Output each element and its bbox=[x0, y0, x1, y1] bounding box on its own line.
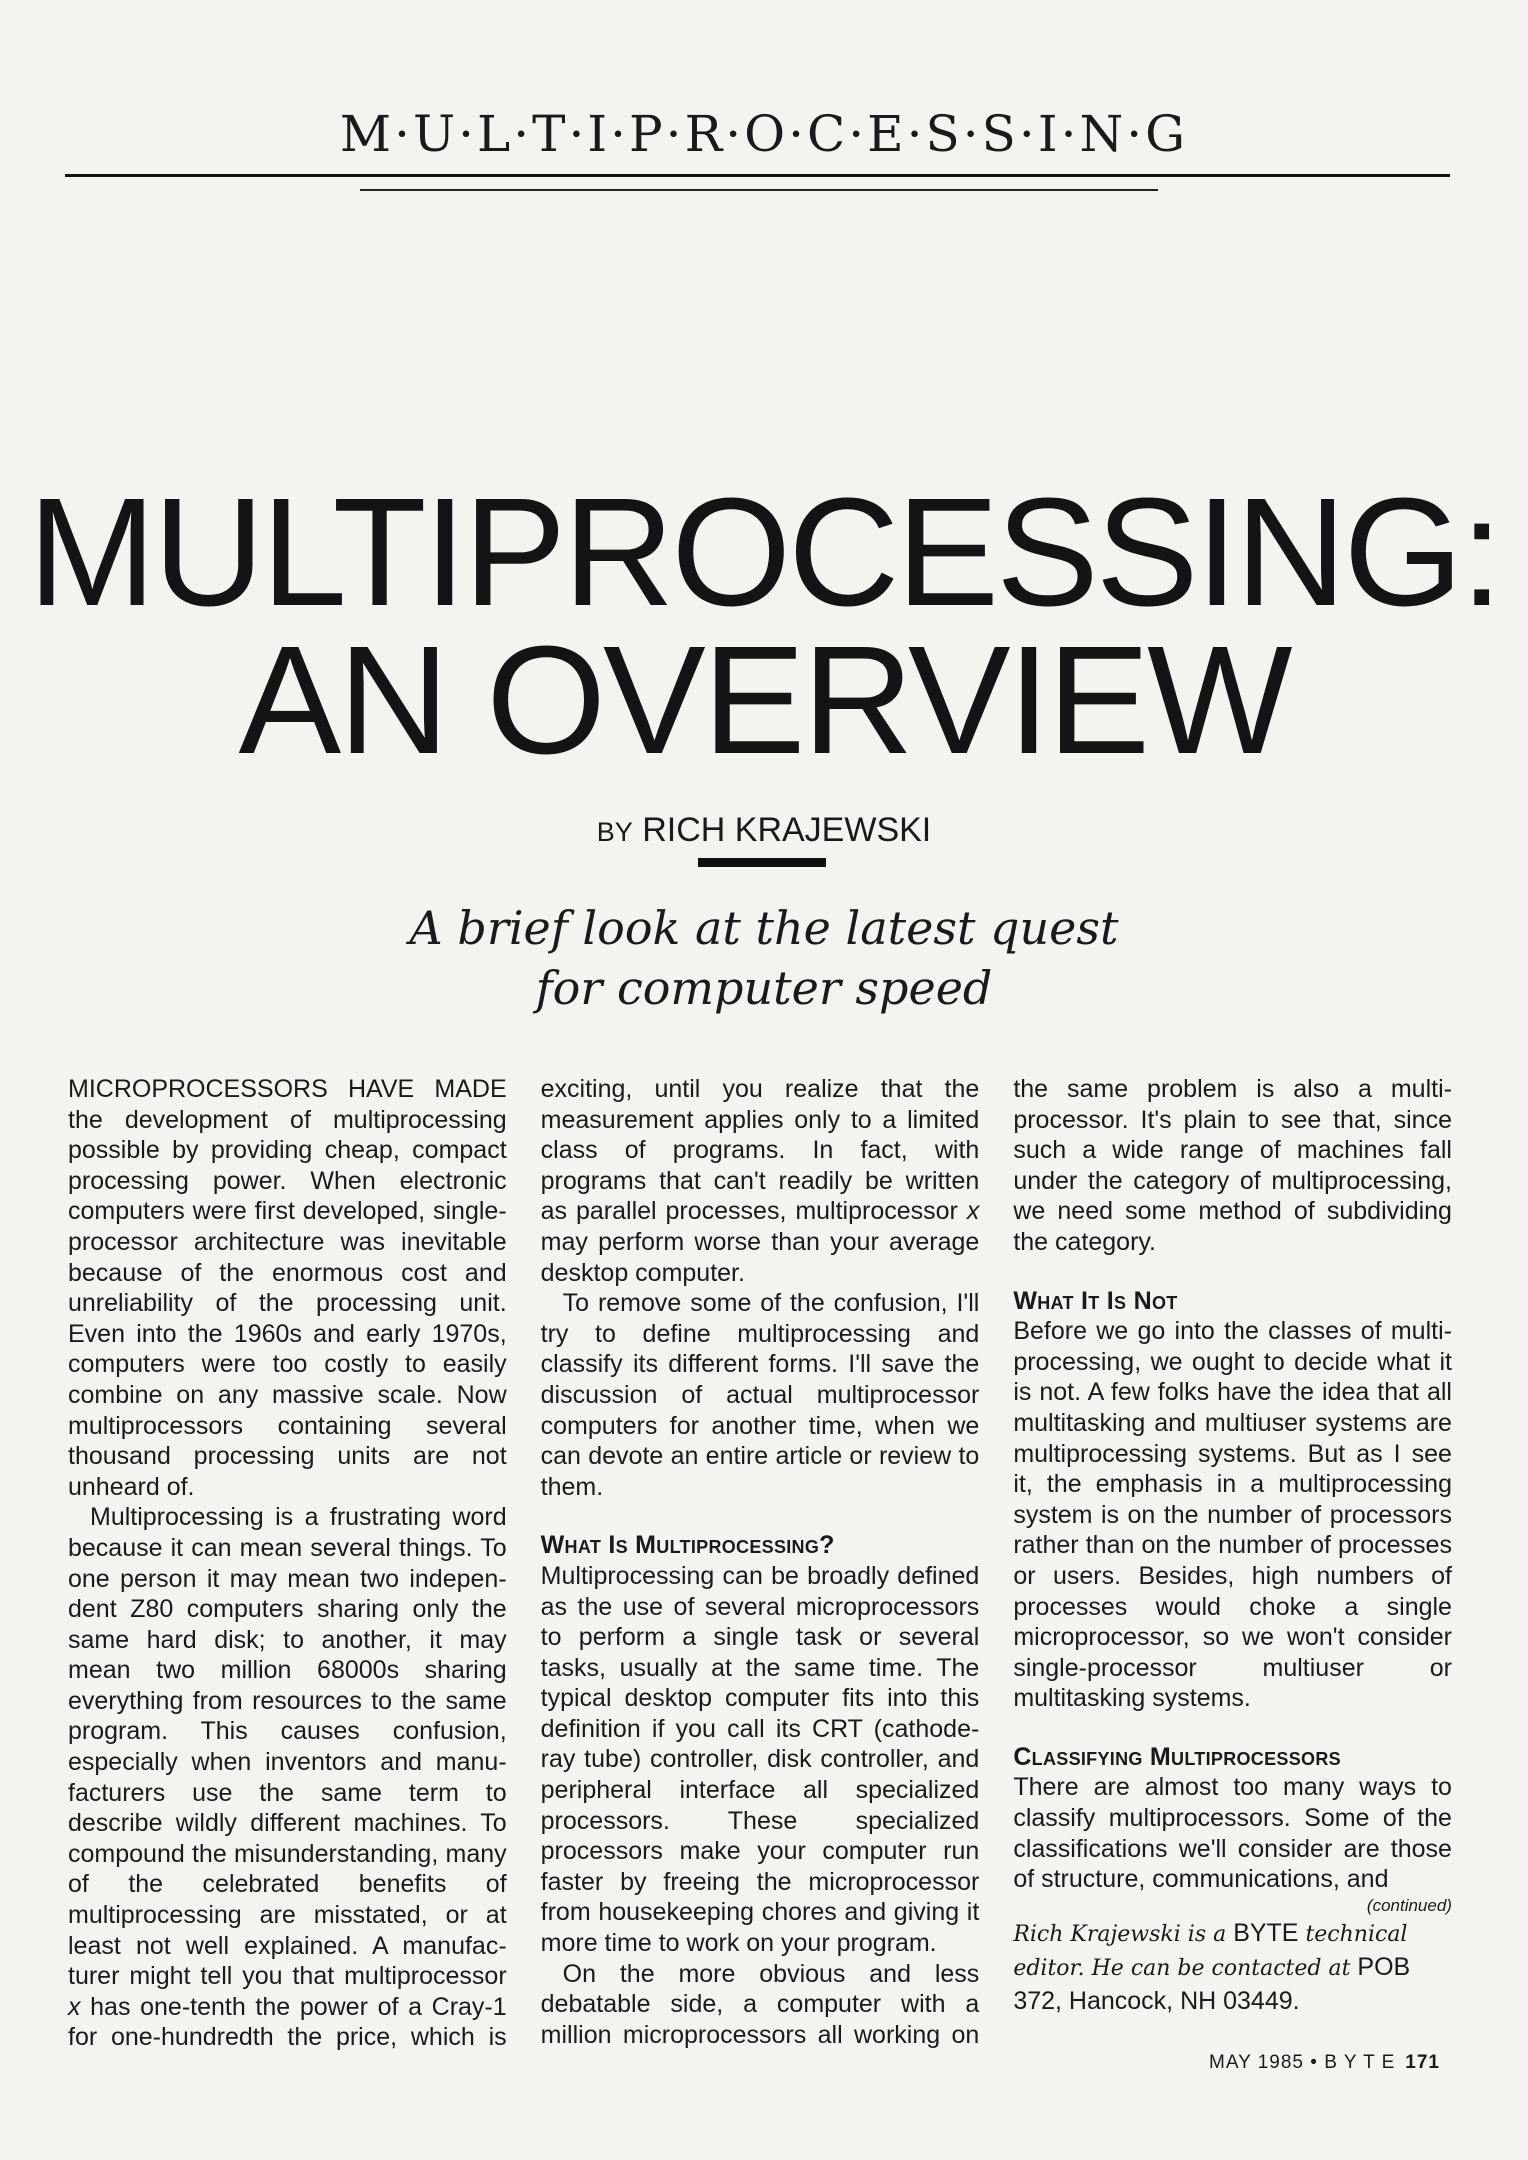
text: Multiprocessing is a frustrating word because it can mean several things. To one person it may mean two independent Z80 computers sharing only the same hard disk; to another, it may mean two million 68000s sharing everything from resources to the same program. This causes confusion, especially when inventors and manufacturers use the same term to describe wildly different machines. To compound the misunderstanding, many of the celebrated benefits of multiprocessing are misstated, or at least not well explained. A manufacturer might tell you that multiprocessor bbox=[68, 1503, 507, 1991]
header-rule-thin bbox=[360, 189, 1158, 191]
text: the development of multiprocessing possible by providing cheap, compact processing power. When electronic computers were first developed, single-processor architecture was inevitable because of the enormous cost and unreliability of the processing unit. Even into the 1960s and early 1970s, computers were too costly to easily combine on any massive scale. Now multiprocessors containing several thousand processing units are not unheard of. bbox=[68, 1105, 507, 1501]
article-title bbox=[0, 466, 1528, 786]
paragraph: There are almost too many ways to classify multiprocessors. Some of the classifications we'll consider are those of structure, communications, and bbox=[1013, 1773, 1452, 1894]
page-number: 171 bbox=[1405, 2052, 1440, 2073]
deck-line-1: A brief look at the latest quest bbox=[409, 901, 1119, 955]
title-line-2: AN OVERVIEW bbox=[238, 614, 1290, 786]
deck-line-2: for computer speed bbox=[535, 961, 993, 1015]
byline bbox=[0, 805, 1528, 857]
article-column-1 bbox=[68, 1074, 1452, 2054]
page-footer bbox=[1209, 2052, 1440, 2074]
byline-rule bbox=[698, 858, 826, 867]
bio-text: technical editor. He can be contacted at bbox=[1013, 1921, 1408, 1981]
header-rule-thick bbox=[65, 174, 1450, 177]
text: has one-tenth the power of a Cray-1 for one-hundredth the price, which is exciting, until you realize that the measurement applies only to a limited class of programs. In fact, with programs that can't readily be written as parallel processes, multiprocessor bbox=[68, 1075, 980, 2052]
byline-by: BY bbox=[596, 817, 633, 847]
lead-in: MICROPROCESSORS HAVE MADE bbox=[68, 1075, 507, 1103]
paragraph bbox=[68, 1074, 507, 1502]
subhead: What It Is Not bbox=[1013, 1286, 1178, 1315]
subhead: Classifying Multiprocessors bbox=[1013, 1742, 1341, 1771]
bio-text: Rich Krajewski is a bbox=[1013, 1921, 1227, 1947]
paragraph: To remove some of the confusion, I'll try to define multiprocessing and classify its different forms. I'll save the discussion of actual multiprocessor computers for another time, when we can devote an entire article or review to them. bbox=[540, 1289, 980, 1501]
title-line-1: MULTIPROCESSING: bbox=[27, 466, 1501, 638]
author-bio bbox=[1013, 1917, 1452, 2017]
continued-note: (continued) bbox=[1366, 1895, 1452, 1915]
deck bbox=[0, 898, 1528, 1018]
paragraph: Multiprocessing can be broadly defined as the use of several microprocessors to perform a single task or several tasks, usually at the same time. The typical desktop computer fits into this definition if you call its CRT (cathode-ray tube) controller, disk controller, and peripheral interface all specialized processors. These specialized processors make your computer run faster by freeing the microprocessor from housekeeping chores and giving it more time to work on your program. bbox=[540, 1561, 980, 1958]
bio-magazine: BYTE bbox=[1233, 1918, 1299, 1947]
section-header: M·U·L·T·I·P·R·O·C·E·S·S·I·N·G bbox=[339, 105, 1189, 163]
bio-address: POB 372, Hancock, NH 03449. bbox=[1013, 1952, 1411, 2015]
paragraph: On the more obvious and less debatable side, a computer with a million microprocessors all working on the same problem is also a multiprocessor. It's plain to see that, since such a wide range of machines fall under the category of multiprocessing, we need some method of subdividing the category. bbox=[540, 1075, 1452, 2049]
paragraph: Before we go into the classes of multiprocessing, we ought to decide what it is not. A few folks have the idea that all multitasking and multiuser systems are multiprocessing systems. But as I see it, the emphasis in a multiprocessing system is on the number of processors rather than on the number of processes or users. Besides, high numbers of processes would choke a single microprocessor, so we won't consider single-processor multiuser or multitasking systems. bbox=[1013, 1317, 1452, 1713]
variable-x: x bbox=[966, 1197, 980, 1226]
text: may perform worse than your average desktop computer. bbox=[540, 1227, 980, 1287]
byline-author: RICH KRAJEWSKI bbox=[642, 811, 932, 849]
issue-label: MAY 1985 • B Y T E bbox=[1209, 2052, 1396, 2073]
variable-x: x bbox=[68, 1992, 81, 2021]
subhead: What Is Multiprocessing? bbox=[540, 1531, 835, 1560]
